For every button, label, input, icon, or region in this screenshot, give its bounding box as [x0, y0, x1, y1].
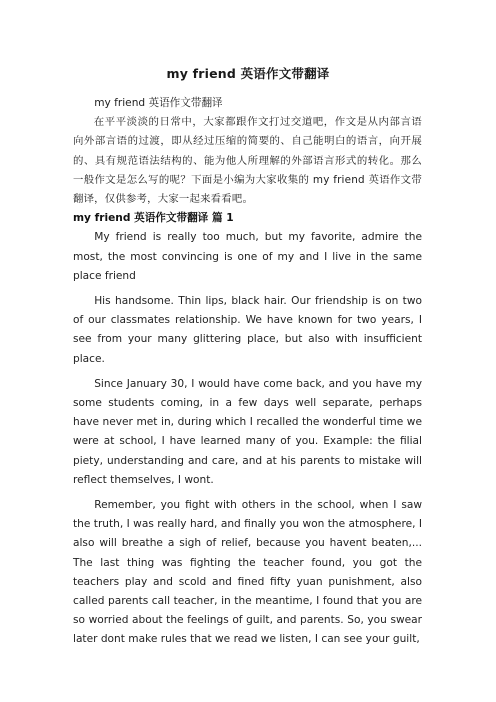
section-heading: my friend 英语作文带翻译 篇 1 [73, 212, 234, 225]
document-subtitle: my friend 英语作文带翻译 [94, 97, 223, 109]
body-paragraph: Remember, you fight with others in the school, when I saw the truth, I was really hard, and finally you won the atmosphere, I also will breathe a sigh of relief, because you havent beaten,... The last thing was fighting the teacher found, you got the teachers play and scold and fined fifty yuan punishment, also called parents call teacher, in the meantime, I found that you are so worried about the feelings of guilt, and parents. So, you swear later dont make rules that we read we listen, I can see your guilt, [73, 499, 422, 646]
body-paragraph: Since January 30, I would have come back, and you have my some students coming, in a few days well separate, perhaps have never met in, during which I recalled the wonderful time we were at school, I have learned many of you. Example: the filial piety, understanding and care, and at his parents to mistake will reflect themselves, I wont. [73, 377, 422, 486]
document-body [73, 94, 422, 656]
intro-paragraph: 在平平淡淡的日常中，大家都跟作文打过交道吧，作文是从内部言语向外部言语的过渡，即从经过压缩的简要的、自己能明白的语言，向开展的、具有规范语法结构的、能为他人所理解的外部语言形式的转化。那么一般作文是怎么写的呢？下面是小编为大家收集的 my friend 英语作文带翻译，仅供参考，大家一起来看看吧。 [73, 116, 422, 206]
body-paragraph: His handsome. Thin lips, black hair. Our friendship is on two of our classmates relationship. We have known for two years, I see from your many glittering place, but also with insufficient place. [73, 295, 422, 365]
document-title: my friend 英语作文带翻译 [166, 66, 330, 81]
body-paragraph: My friend is really too much, but my favorite, admire the most, the most convincing is one of my and I live in the same place friend [73, 231, 422, 282]
